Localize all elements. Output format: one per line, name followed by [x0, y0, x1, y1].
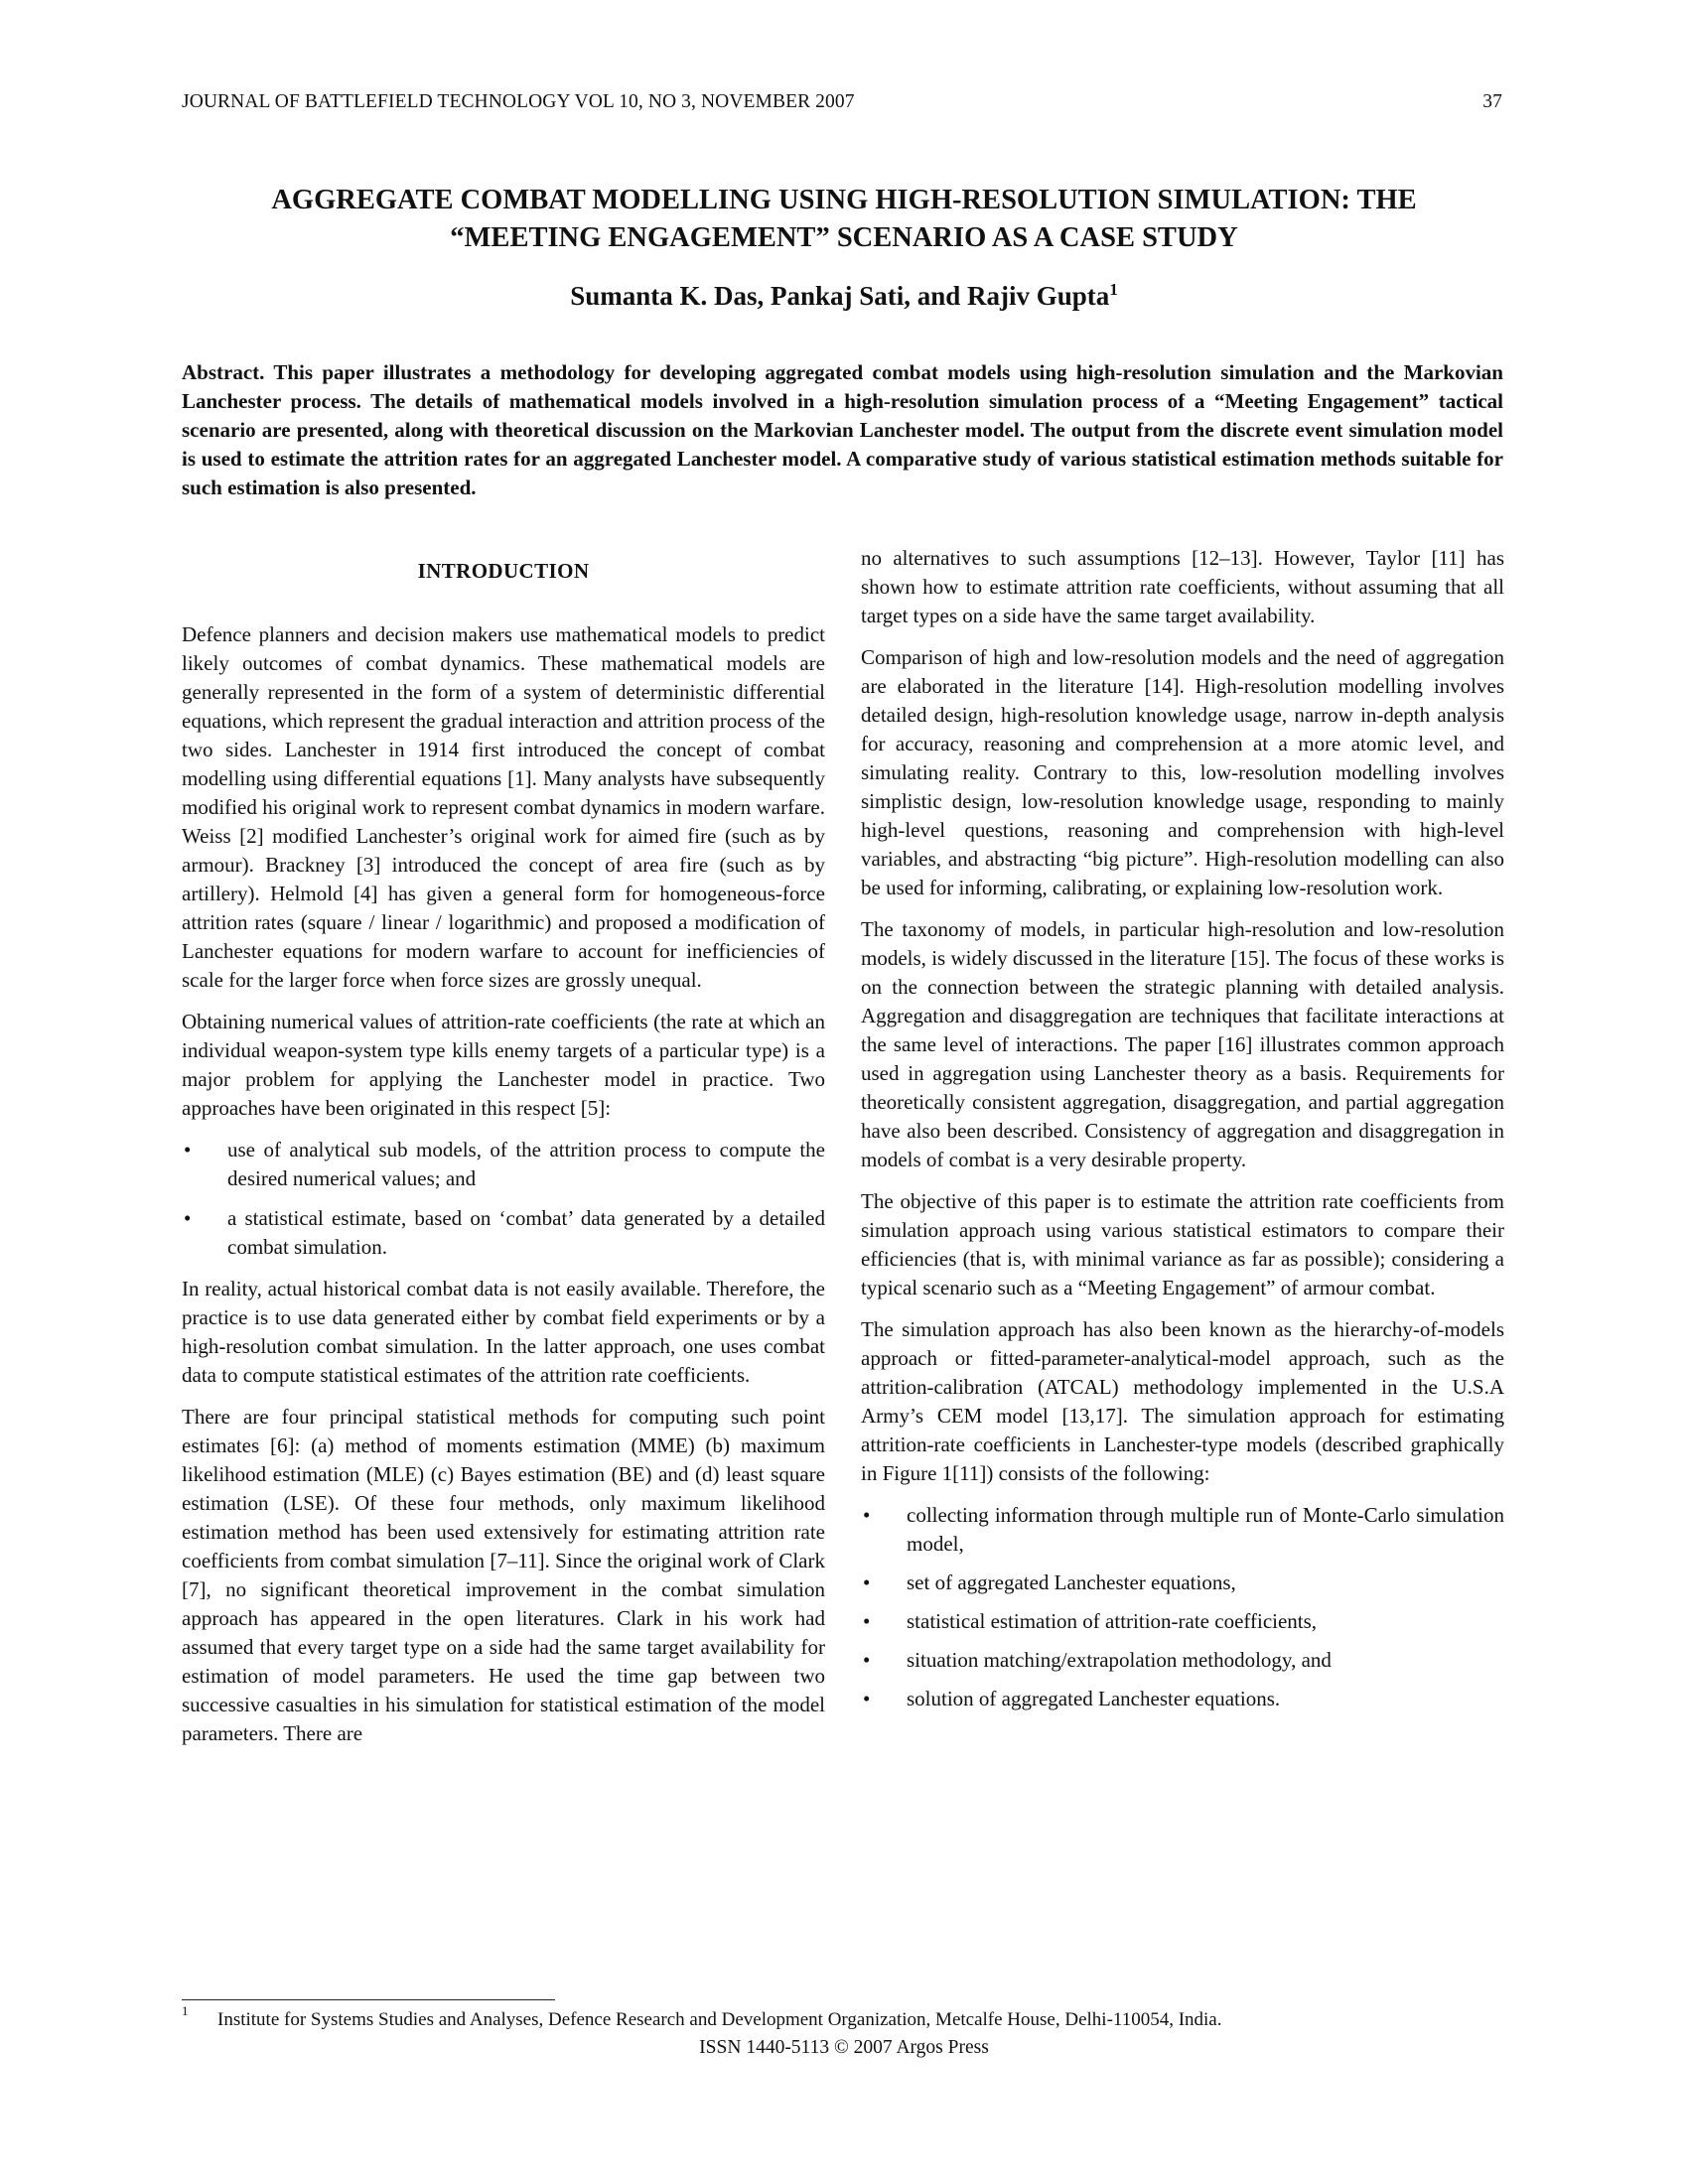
list-item-text: set of aggregated Lanchester equations,	[907, 1570, 1236, 1594]
page-number: 37	[1482, 91, 1502, 112]
list-item	[861, 1646, 1504, 1675]
author-names: Sumanta K. Das, Pankaj Sati, and Rajiv Gupta	[570, 281, 1110, 311]
list-item	[861, 1501, 1504, 1559]
list-item-text: statistical estimation of attrition-rate coefficients,	[907, 1609, 1318, 1633]
list-item-text: situation matching/extrapolation methodology, and	[907, 1648, 1332, 1672]
paragraph: Defence planners and decision makers use mathematical models to predict likely outcomes of combat dynamics. These mathematical models are generally represented in the form of a system of deterministic differential equations, which represent the gradual interaction and attrition process of the two sides. Lanchester in 1914 first introduced the concept of combat modelling using differential equations [1]. Many analysts have subsequently modified his original work to represent combat dynamics in modern warfare. Weiss [2] modified Lanchester’s original work for aimed fire (such as by armour). Brackney [3] introduced the concept of area fire (such as by artillery). Helmold [4] has given a general form for homogeneous-force attrition rates (square / linear / logarithmic) and proposed a modification of Lanchester equations for modern warfare to account for inefficiencies of scale for the larger force when force sizes are grossly unequal.	[182, 622, 825, 992]
left-column	[182, 544, 825, 1761]
list-item-text: use of analytical sub models, of the attrition process to compute the desired numerical values; and	[227, 1138, 825, 1190]
bullet-icon: •	[184, 1138, 192, 1161]
bullet-icon: •	[184, 1206, 192, 1230]
list-item	[861, 1569, 1504, 1597]
list-item	[861, 1607, 1504, 1636]
list-item	[182, 1136, 825, 1193]
paragraph: Obtaining numerical values of attrition-rate coefficients (the rate at which an individual weapon-system type kills enemy targets of a particular type) is a major problem for applying the Lanchester model in practice. Two approaches have been originated in this respect [5]:	[182, 1010, 825, 1120]
author-list	[149, 280, 1539, 312]
abstract: Abstract. This paper illustrates a methodology for developing aggregated combat models using high-resolution simulation and the Markovian Lanchester process. The details of mathematical models involved in a high-resolution simulation process of a “Meeting Engagement” tactical scenario are presented, along with theoretical discussion on the Markovian Lanchester model. The output from the discrete event simulation model is used to estimate the attrition rates for an aggregated Lanchester model. A comparative study of various statistical estimation methods suitable for such estimation is also presented.	[182, 360, 1503, 499]
bullet-icon: •	[863, 1609, 871, 1633]
footnote-divider	[182, 1999, 555, 2000]
paragraph: There are four principal statistical methods for computing such point estimates [6]: (a) method of moments estimation (MME) (b) maximum likelihood estimation (MLE) (c) Bayes estimation (BE) and (d) least square estimation (LSE). Of these four methods, only maximum likelihood estimation method has been used extensively for estimating attrition rate coefficients from combat simulation [7–11]. Since the original work of Clark [7], no significant theoretical improvement in the combat simulation approach has appeared in the open literatures. Clark in his work had assumed that every target type on a side had the same target availability for estimation of model parameters. He used the time gap between two successive casualties in his simulation for statistical estimation of the model parameters. There are	[182, 1405, 825, 1745]
author-footnote-mark: 1	[1109, 280, 1118, 299]
bullet-icon: •	[863, 1648, 871, 1672]
list-item	[861, 1685, 1504, 1713]
bullet-icon: •	[863, 1687, 871, 1710]
list-item-text: collecting information through multiple run of Monte-Carlo simulation model,	[907, 1503, 1504, 1556]
bullet-list	[182, 1136, 825, 1262]
title-line-2: “MEETING ENGAGEMENT” SCENARIO AS A CASE STUDY	[450, 222, 1238, 253]
paragraph: The objective of this paper is to estimate the attrition rate coefficients from simulation approach using various statistical estimators to compare their efficiencies (that is, with minimal variance as far as possible); considering a typical scenario such as a “Meeting Engagement” of armour combat.	[861, 1189, 1504, 1299]
paragraph: Comparison of high and low-resolution models and the need of aggregation are elaborated in the literature [14]. High-resolution modelling involves detailed design, high-resolution knowledge usage, narrow in-depth analysis for accuracy, reasoning and comprehension at a more atomic level, and simulating reality. Contrary to this, low-resolution modelling involves simplistic design, low-resolution knowledge usage, responding to mainly high-level questions, reasoning and comprehension with high-level variables, and abstracting “big picture”. High-resolution modelling can also be used for informing, calibrating, or explaining low-resolution work.	[861, 645, 1504, 899]
paragraph: no alternatives to such assumptions [12–13]. However, Taylor [11] has shown how to estimate attrition rate coefficients, without assuming that all target types on a side have the same target availability.	[861, 546, 1504, 627]
bullet-icon: •	[863, 1570, 871, 1594]
list-item-text: a statistical estimate, based on ‘combat’ data generated by a detailed combat simulation.	[227, 1206, 825, 1259]
issn-line: ISSN 1440-5113 © 2007 Argos Press	[699, 2037, 989, 2058]
list-item-text: solution of aggregated Lanchester equations.	[907, 1687, 1281, 1710]
paper-title	[149, 182, 1539, 257]
bullet-list	[861, 1501, 1504, 1713]
paragraph: In reality, actual historical combat data is not easily available. Therefore, the practice is to use data generated either by combat field experiments or by a high-resolution combat simulation. In the latter approach, one uses combat data to compute statistical estimates of the attrition rate coefficients.	[182, 1277, 825, 1387]
footnote-text: Institute for Systems Studies and Analyses, Defence Research and Development Organization, Metcalfe House, Delhi-110054, India.	[217, 2009, 1222, 2030]
title-line-1: AGGREGATE COMBAT MODELLING USING HIGH-RESOLUTION SIMULATION: THE	[271, 185, 1417, 215]
list-item	[182, 1204, 825, 1262]
bullet-icon: •	[863, 1503, 871, 1527]
right-column	[861, 544, 1504, 1726]
paragraph: The simulation approach has also been known as the hierarchy-of-models approach or fitted-parameter-analytical-model approach, such as the attrition-calibration (ATCAL) methodology implemented in the U.S.A Army’s CEM model [13,17]. The simulation approach for estimating attrition-rate coefficients in Lanchester-type models (described graphically in Figure 1[11]) consists of the following:	[861, 1317, 1504, 1485]
footnote-mark: 1	[182, 2003, 189, 2018]
journal-title: JOURNAL OF BATTLEFIELD TECHNOLOGY VOL 10, NO 3, NOVEMBER 2007	[182, 91, 855, 112]
running-header	[182, 91, 1502, 113]
paragraph: The taxonomy of models, in particular high-resolution and low-resolution models, is widely discussed in the literature [15]. The focus of these works is on the connection between the strategic planning with detailed analysis. Aggregation and disaggregation are techniques that facilitate interactions at the same level of interactions. The paper [16] illustrates common approach used in aggregation using Lanchester theory as a basis. Requirements for theoretically consistent aggregation, disaggregation, and partial aggregation have also been described. Consistency of aggregation and disaggregation in models of combat is a very desirable property.	[861, 917, 1504, 1171]
section-heading-introduction: INTRODUCTION	[417, 559, 590, 583]
